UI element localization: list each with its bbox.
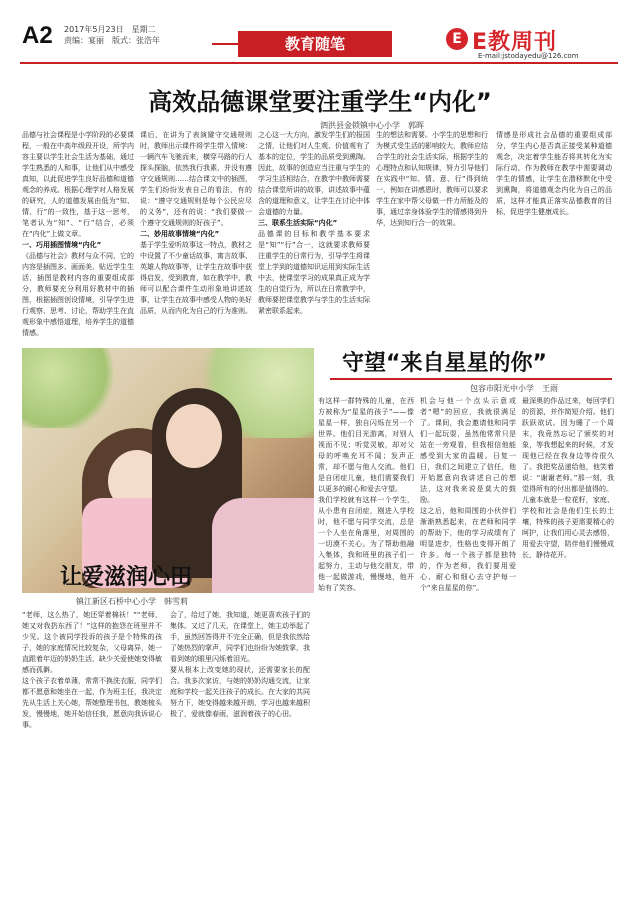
- article3-photo: [22, 348, 314, 593]
- header-rule: [20, 62, 618, 64]
- article2-paragraph: 这之后，他和周围的小伙伴们渐渐熟悉起来，在老师和同学的帮助下，他的学习成绩有了明显进步，性格也变得开朗了许多。每一个孩子都是独特的，作为老师，我们要用爱心、耐心和细心去守护每一个“来自星星的你”。: [420, 507, 516, 592]
- article1-paragraph: 生的想法和需要。小学生的思想和行为模式受生活的影响较大，教师应结合学生的社会生活实际，根据学生的心理特点和认知规律，努力引导他们在实践中“知、情、意、行”得到统一，例如在讲感恩时，教师可以要求学生在家中帮父母做一件力所能及的事，通过亲身体验学生的情感得到升华，达到知行合一的效果。: [376, 131, 488, 227]
- article2-paragraph: 有这样一群特殊的儿童，在西方被称为“星星的孩子”——像星星一样，独自闪烁在另一个世界。他们目光游离，对别人视而不见；听觉灵敏，却对父母的呼唤充耳不闻；发声正常，却不愿与他人交流。他们是自闭症儿童，他们需要我们以更多的耐心和爱去守望。: [318, 397, 414, 493]
- article2-title: 守望“来自星星的你”: [342, 351, 547, 376]
- section-tab: 教育随笔: [238, 31, 392, 57]
- brand-name: E教周刊: [472, 30, 558, 55]
- article1-paragraph: 品德与社会课程是小学阶段的必要课程，一般在中高年级段开设，所学内容主要以学生社会生活为基础，通过学生熟悉的人和事，让他们从中感受真知，以此促进学生良好品德和道德观念的养成。根据心理学对人格发展的研究，人的道德发展由低为“知、情、行”的一致性，基于这一思考，笔者认为“知”、“行”结合，必须在“内化”上做文章。: [22, 131, 134, 238]
- article2-paragraph: 机会与他一个点头示意或者“嗯”的回应，我就很满足了。课间，我会邀请他和同学们一起玩耍，虽然他常常只是站在一旁观看，但我相信他能感受到大家的温暖。日复一日，我们之间建立了信任，他开始愿意向我讲述自己的想法，这对我来说是莫大的鼓励。: [420, 397, 516, 504]
- article1-paragraph: 情感是形成社会品德的重要组成部分，学生内心是否真正接受某种道德观念，决定着学生能否将其转化为实际行动，作为教师在教学中需要调动学生的情感，让学生在潜移默化中受到熏陶，将道德观念内化为自己的品质，这样才能真正落实品德教育的目标，促进学生健康成长。: [496, 131, 612, 216]
- editors-line: 责编：宴丽 版式：张浩年: [64, 36, 160, 45]
- article2-paragraph: 最深奥的作品过来，每回学们的资源，并作简短介绍。他们跃跃欲试。因为睡了一个周末，我竟然忘记了颁奖的对象，等我想起来的时候，才发现他已经在我身边等待很久了。我把奖品递给他，他笑着说：“谢谢老师。”那一刻，我觉得所有的付出都是值得的。: [522, 397, 614, 493]
- article1-byline: 泗洪县金锁镇中心小学 郭晖: [320, 121, 424, 130]
- article2-paragraph: 我们学校就有这样一个学生，从小患有自闭症，刚进入学校时，他不愿与同学交流，总是一个人坐在角落里，对周围的一切漠不关心。为了帮助他融入集体，我和班里的孩子们一起努力，主动与他交朋友，带他一起做游戏，慢慢地，他开始有了笑容。: [318, 496, 414, 592]
- page-header: [0, 0, 632, 64]
- article2-byline: 包容市阳光中小学 王雨: [470, 384, 558, 393]
- article2-column-3: [522, 396, 614, 891]
- article1-title: 高效品德课堂要注重学生“内化”: [148, 88, 492, 116]
- article1-subhead: 二、妙用故事情境“内化”: [140, 230, 220, 238]
- article1-column-5: [496, 130, 612, 340]
- article3-paragraph: 会了，给过了她，我知道，她更喜欢孩子们的集体。又过了几天，在课堂上，她主动举起了手，虽然回答得并不完全正确，但是我依然给了她热烈的掌声，同学们也纷纷为她鼓掌，我看到她的眼里闪烁着泪光。: [170, 611, 310, 663]
- article3-paragraph: 这个孩子衣着单薄，常常不换洗衣服，同学们都不愿意和她坐在一起，作为班主任，我决定先从生活上关心她，帮她整理书包，教她梳头发，慢慢地，她开始信任我，愿意向我诉说心事。: [22, 677, 162, 729]
- article1-subhead: 一、巧用插图情境“内化”: [22, 241, 102, 249]
- article1-paragraph: 基于学生爱听故事这一特点，教材之中设置了不少童话故事、寓言故事、英雄人物故事等，让学生在故事中获得启发，受到教育，如在教学中，教师可以配合课件生动形象地讲述故事，让学生在故事中感受人物的美好品质，从而内化为自己的行为准则。: [140, 241, 252, 315]
- article1-paragraph: 课后，在讲为了表演避守交通规则时，教师出示课件将学生带入情境：一辆汽车飞驰而来，横穿马路的行人探头探脑，依然我行我素，并没有遵守交通规则……结合课文中的插图，学生们纷纷发表自己的看法，有的说：“遵守交通规则是每个公民应尽的义务”，还有的说：“我们要做一个遵守交通规则的好孩子”。: [140, 131, 252, 227]
- article1-column-4: [376, 130, 488, 340]
- article2-column-2: [420, 396, 516, 891]
- brand-email: E-mail:jstodayedu@126.com: [478, 52, 579, 60]
- article3-column-1: [22, 610, 162, 890]
- article1-paragraph: 《品德与社会》教材与众不同，它的内容是插图多、画面美、贴近学生生活，插图是教材内容的重要组成部分，教师要充分利用好教材中的插图，根据插图创设情境，引导学生进行观察、思考、讨论，帮助学生在直观形象中感悟道理，培养学生的道德情感。: [22, 252, 134, 337]
- article2-title-rule: [330, 378, 612, 380]
- article2-paragraph: 儿童本就是一粒花籽，家庭、学校和社会是他们生长的土壤，特殊的孩子更需要精心的呵护，让我们用心灵去感悟，用爱去守望，陪伴他们慢慢成长，静待花开。: [522, 496, 614, 559]
- article1-paragraph: 品德课的目标和教学基本要求是“知”“行”合一，这就要求教师要注重学生的日常行为，引导学生将课堂上学到的道德知识运用到实际生活中去，使课堂学习的成果真正成为学生的自觉行为，所以在日常教学中，教师要把课堂教学与学生的生活实际紧密联系起来。: [258, 230, 370, 315]
- page-meta: [64, 24, 160, 46]
- article3-byline: 镇江新区石桥中心小学 韩雪莉: [76, 597, 188, 606]
- article2-column-1: [318, 396, 414, 891]
- article1-subhead: 三、联系生活实际“内化”: [258, 219, 338, 227]
- page-number: A2: [22, 22, 53, 49]
- article3-paragraph: 要从根本上改变她的现状，还需要家长的配合。我多次家访，与她的奶奶沟通交流，让家庭和学校一起关注孩子的成长。在大家的共同努力下，她变得越来越开朗，学习也越来越积极了，爱就像春雨，滋润着孩子的心田。: [170, 666, 310, 718]
- brand: [446, 28, 626, 64]
- article1-paragraph: 之心这一大方向，激发学生们的报国之情，让他们对人生观、价值观有了基本的定位，学生的品质受到熏陶。因此，故事的创造应当注重与学生的学习生活相结合，在教学中教师需要结合课堂所讲的故事，讲述故事中蕴含的道理和意义，让学生在讨论中体会道德的力量。: [258, 131, 370, 216]
- article3-column-2: [170, 610, 310, 890]
- article1-column-3: [258, 130, 370, 340]
- article1-column-1: [22, 130, 134, 340]
- article3-title: 让爱滋润心田: [60, 565, 193, 590]
- article3-paragraph: “老师，这么热了，她还穿着棉袄！”“老师，她又对我扔东西了！”这样的抱怨在班里并不少见。这个被同学投诉的孩子是个特殊的孩子，她的家庭情况比较复杂，父母离异，她一直跟着年迈的奶奶生活，缺少关爱使她变得敏感而孤僻。: [22, 611, 162, 674]
- date-line: 2017年5月23日 星期二: [64, 25, 156, 34]
- article1-column-2: [140, 130, 252, 340]
- brand-logo-icon: E: [446, 28, 468, 50]
